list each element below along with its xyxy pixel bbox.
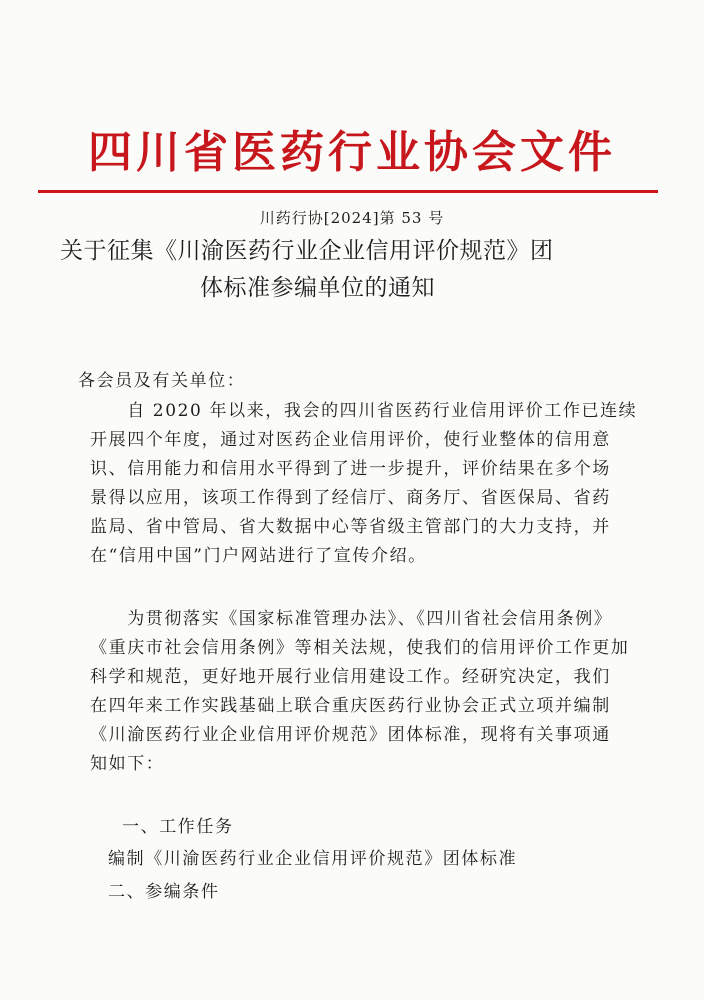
paragraph-line: 识、信用能力和信用水平得到了进一步提升，评价结果在多个场 [90, 459, 611, 479]
paragraph-line: 开展四个年度，通过对医药企业信用评价，使行业整体的信用意 [90, 430, 611, 450]
paragraph-line: 在四年来工作实践基础上联合重庆医药行业协会正式立项并编制 [90, 696, 611, 716]
paragraph-purpose [90, 605, 630, 779]
section-heading-conditions: 二、参编条件 [108, 882, 220, 902]
red-divider-line [38, 190, 658, 193]
notice-title-line-1: 关于征集《川渝医药行业企业信用评价规范》团 [60, 238, 554, 264]
paragraph-background [90, 397, 638, 571]
notice-title-line-2: 体标准参编单位的通知 [200, 275, 435, 301]
paragraph-line: 《川渝医药行业企业信用评价规范》团体标准，现将有关事项通 [90, 725, 611, 745]
paragraph-line: 《重庆市社会信用条例》等相关法规，使我们的信用评价工作更加 [90, 638, 630, 658]
paragraph-line: 监局、省中管局、省大数据中心等省级主管部门的大力支持，并 [90, 517, 611, 537]
paragraph-line: 为贯彻落实《国家标准管理办法》、《四川省社会信用条例》 [90, 609, 613, 629]
paragraph-line: 自 2020 年以来，我会的四川省医药行业信用评价工作已连续 [90, 401, 638, 421]
salutation: 各会员及有关单位： [78, 371, 246, 391]
paragraph-line: 景得以应用，该项工作得到了经信厅、商务厅、省医保局、省药 [90, 488, 611, 508]
notice-title [60, 233, 660, 307]
paragraph-line: 知如下： [90, 754, 165, 774]
paragraph-line: 科学和规范，更好地开展行业信用建设工作。经研究决定，我们 [90, 667, 611, 687]
section-heading-task: 一、工作任务 [122, 817, 234, 837]
document-number: 川药行协[2024]第 53 号 [259, 209, 445, 227]
paragraph-line: 在“信用中国”门户网站进行了宣传介绍。 [90, 546, 427, 566]
document-header-title: 四川省医药行业协会文件 [88, 127, 616, 178]
section-task-text: 编制《川渝医药行业企业信用评价规范》团体标准 [108, 849, 518, 869]
